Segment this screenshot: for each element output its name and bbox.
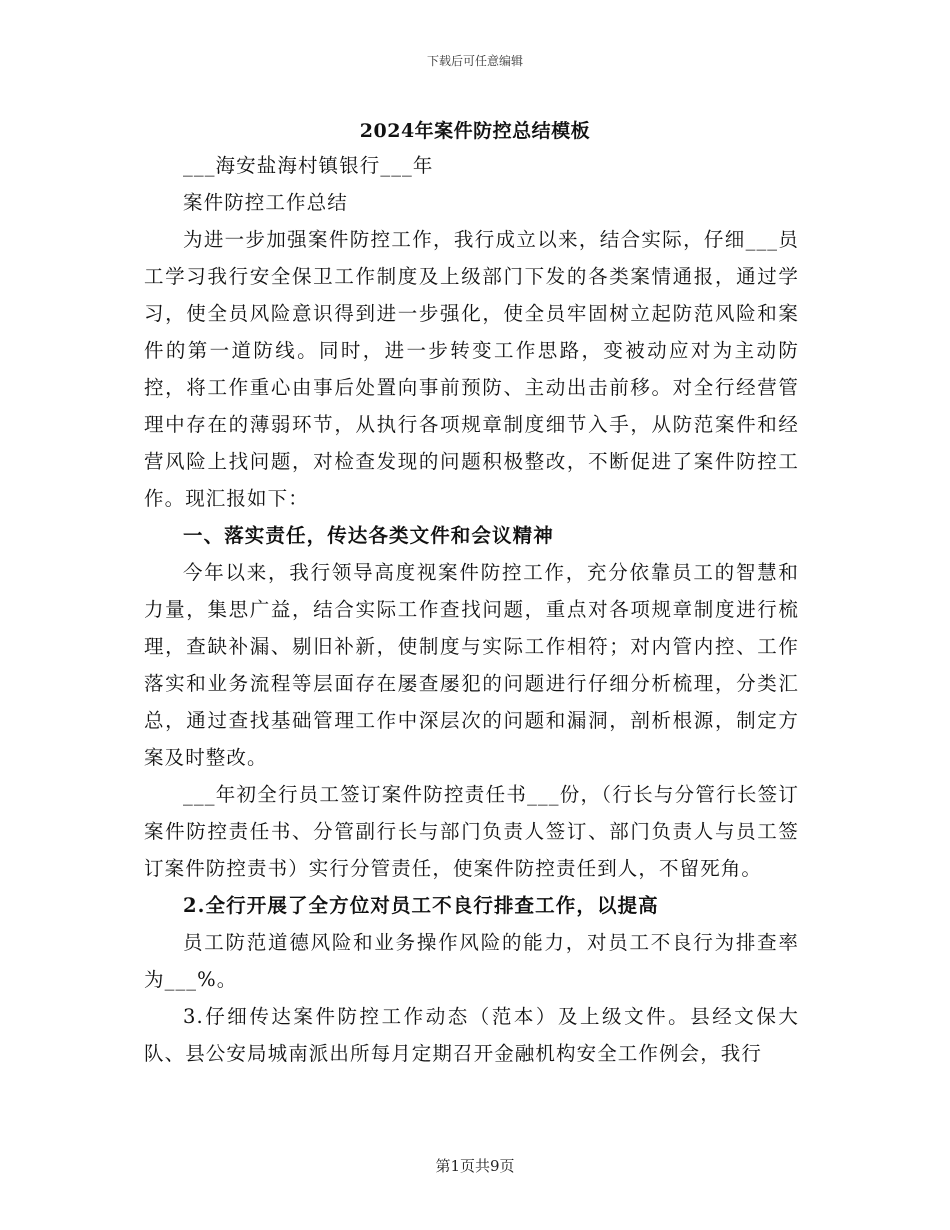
paragraph-section-2: 员工防范道德风险和业务操作风险的能力，对员工不良行为排查率为___%。 bbox=[144, 931, 799, 991]
page-footer: 第1页共9页 bbox=[435, 1157, 515, 1175]
document-title: 2024年案件防控总结模板 bbox=[359, 120, 591, 142]
document-body bbox=[144, 147, 799, 1072]
page-header: 下载后可任意编辑 bbox=[426, 54, 523, 68]
section-heading-2: 2.全行开展了全方位对员工不良行排查工作，以提高 bbox=[183, 894, 659, 917]
paragraph-responsibility: ___年初全行员工签订案件防控责任书___份，（行长与分管行长签订案件防控责任书、分管副行长与部门负责人签订、部门负责人与员工签订案件防控责书）实行分管责任，使案件防控责任到人，不留死角。 bbox=[144, 783, 799, 880]
paragraph-subtitle: 案件防控工作总结 bbox=[183, 191, 348, 214]
paragraph-section-3: 3.仔细传达案件防控工作动态（范本）及上级文件。县经文保大队、县公安局城南派出所每月定期召开金融机构安全工作例会，我行 bbox=[144, 1005, 799, 1065]
paragraph-section-1: 今年以来，我行领导高度视案件防控工作，充分依靠员工的智慧和力量，集思广益，结合实际工作查找问题，重点对各项规章制度进行梳理，查缺补漏、剔旧补新，使制度与实际工作相符；对内管内控、工作落实和业务流程等层面存在屡查屡犯的问题进行仔细分析梳理，分类汇总，通过查找基础管理工作中深层次的问题和漏洞，剖析根源，制定方案及时整改。 bbox=[144, 561, 799, 769]
section-heading-1: 一、落实责任，传达各类文件和会议精神 bbox=[183, 524, 554, 547]
paragraph-intro: 为进一步加强案件防控工作，我行成立以来，结合实际，仔细___员工学习我行安全保卫工作制度及上级部门下发的各类案情通报，通过学习，使全员风险意识得到进一步强化，使全员牢固树立起防范风险和案件的第一道防线。同时，进一步转变工作思路，变被动应对为主动防控，将工作重心由事后处置向事前预防、主动出击前移。对全行经营管理中存在的薄弱环节，从执行各项规章制度细节入手，从防范案件和经营风险上找问题，对检查发现的问题积极整改，不断促进了案件防控工作。现汇报如下： bbox=[144, 228, 799, 510]
paragraph-bank-name: ___海安盐海村镇银行___年 bbox=[183, 154, 434, 177]
